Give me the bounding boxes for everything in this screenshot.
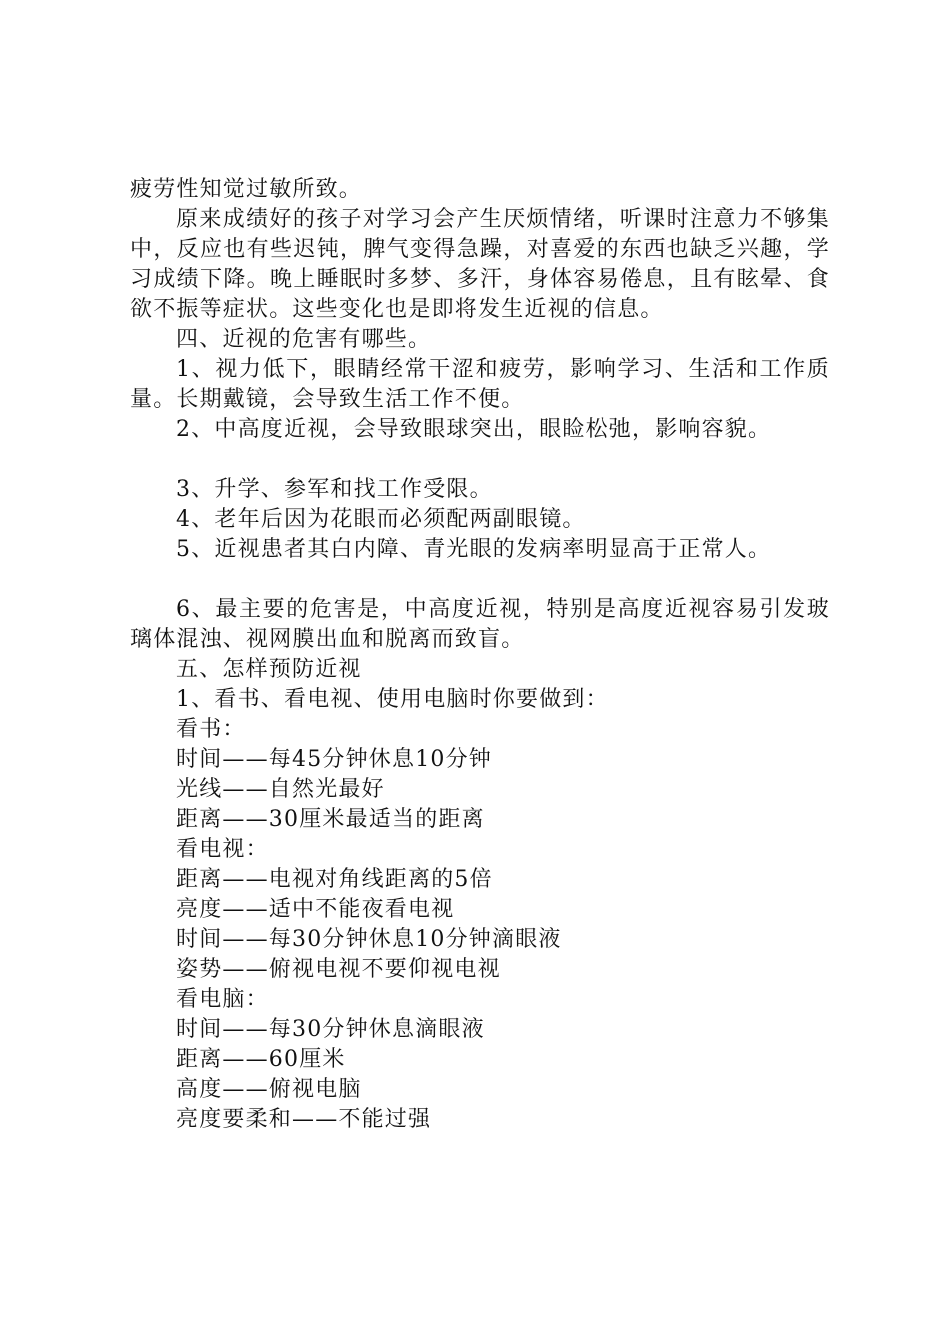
harm-item-1: 1、视力低下，眼睛经常干涩和疲劳，影响学习、生活和工作质量。长期戴镜，会导致生活工作不便。 (130, 357, 830, 412)
harm-item-2: 2、中高度近视，会导致眼球突出，眼睑松弛，影响容貌。 (176, 417, 772, 442)
computer-item: 亮度要柔和——不能过强 (176, 1107, 432, 1132)
harm-item-5: 5、近视患者其白内障、青光眼的发病率明显高于正常人。 (176, 537, 772, 562)
section-heading-prevention: 五、怎样预防近视 (176, 657, 362, 682)
computer-item: 时间——每30分钟休息滴眼液 (176, 1017, 485, 1042)
computer-title: 看电脑： (176, 987, 269, 1012)
computer-item: 高度——俯视电脑 (176, 1077, 362, 1102)
paragraph-continuation: 疲劳性知觉过敏所致。 (130, 177, 363, 202)
tv-item: 距离——电视对角线距离的5倍 (176, 867, 493, 892)
blank-line (130, 445, 830, 475)
section-heading-harms: 四、近视的危害有哪些。 (176, 327, 432, 352)
prevention-intro: 1、看书、看电视、使用电脑时你要做到： (176, 687, 609, 712)
reading-item: 时间——每45分钟休息10分钟 (176, 747, 492, 772)
harm-item-3: 3、升学、参军和找工作受限。 (176, 477, 493, 502)
reading-item: 光线——自然光最好 (176, 777, 385, 802)
reading-title: 看书： (176, 717, 246, 742)
tv-item: 时间——每30分钟休息10分钟滴眼液 (176, 927, 562, 952)
tv-title: 看电视： (176, 837, 269, 862)
reading-item: 距离——30厘米最适当的距离 (176, 807, 485, 832)
harm-item-4: 4、老年后因为花眼而必须配两副眼镜。 (176, 507, 586, 532)
tv-item: 姿势——俯视电视不要仰视电视 (176, 957, 501, 982)
harm-item-6: 6、最主要的危害是，中高度近视，特别是高度近视容易引发玻璃体混浊、视网膜出血和脱离而致盲。 (130, 597, 830, 652)
paragraph-symptoms: 原来成绩好的孩子对学习会产生厌烦情绪，听课时注意力不够集中，反应也有些迟钝，脾气变得急躁，对喜爱的东西也缺乏兴趣，学习成绩下降。晚上睡眠时多梦、多汗，身体容易倦息，且有眩晕、食欲不振等症状。这些变化也是即将发生近视的信息。 (130, 207, 830, 322)
computer-item: 距离——60厘米 (176, 1047, 346, 1072)
blank-line (130, 565, 830, 595)
document-body (130, 175, 830, 1135)
tv-item: 亮度——适中不能夜看电视 (176, 897, 455, 922)
